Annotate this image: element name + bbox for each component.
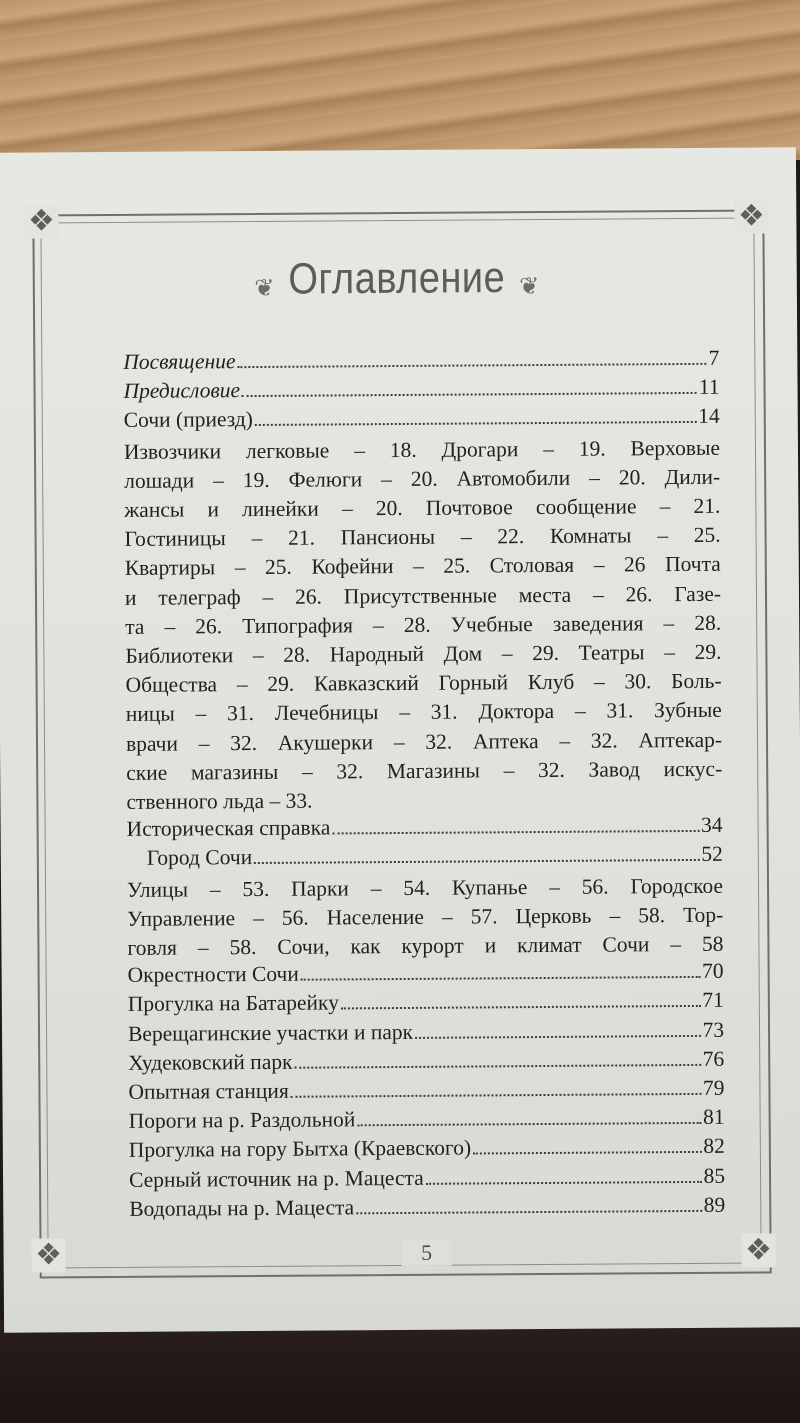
dot-leader <box>295 1063 701 1069</box>
dark-table-background <box>0 1320 800 1423</box>
toc-entry-title: Посвящение <box>123 349 236 374</box>
leaf-ornament-icon: ❦ <box>519 273 540 300</box>
toc-entry <box>123 375 719 408</box>
leaf-ornament-icon: ❦ <box>254 275 275 302</box>
flourish-corner-icon: ❖ <box>31 1238 65 1272</box>
paragraph-line: Библиотеки – 28. Народный Дом – 29. Театры – 29. <box>125 639 722 668</box>
toc-entry-title: Верещагинские участки и парк <box>127 1019 414 1046</box>
toc-entry-title: Прогулка на Батарейку <box>127 990 339 1017</box>
toc-entry-page: 7 <box>708 345 720 370</box>
toc-entry-title: Прогулка на гору Бытха (Краевского) <box>128 1135 472 1163</box>
paragraph-line: ственного льда – 33. <box>126 788 313 814</box>
toc-entry <box>123 346 719 379</box>
paragraph-line: Квартиры – 25. Кофейни – 25. Столовая – 26 Почта <box>124 552 721 581</box>
dot-leader <box>473 1150 701 1155</box>
dot-leader <box>332 829 699 835</box>
toc-entry-page: 34 <box>701 812 723 838</box>
toc-entry <box>129 1105 725 1138</box>
toc-entry <box>128 988 724 1021</box>
toc-entry <box>129 1192 725 1225</box>
dot-leader <box>426 1179 702 1184</box>
toc-entry-title: Водопады на р. Мацеста <box>129 1195 355 1221</box>
paragraph-line: ницы – 31. Лечебницы – 31. Доктора – 31. Зубные <box>125 698 722 727</box>
toc-entry-page: 79 <box>702 1075 725 1100</box>
page-title: Оглавление <box>288 254 506 304</box>
toc-entry-page: 81 <box>703 1104 725 1130</box>
toc-entry <box>128 1076 724 1109</box>
toc-entry-page: 14 <box>698 404 720 429</box>
dot-leader <box>242 391 697 397</box>
flourish-corner-icon: ❖ <box>734 199 768 233</box>
toc-entry-page: 70 <box>702 958 724 984</box>
toc-entry-title: Худековский парк <box>128 1049 293 1075</box>
toc-entry <box>128 1046 724 1079</box>
toc-entry <box>124 404 720 437</box>
book-page <box>0 147 800 1333</box>
toc-entry <box>129 1134 725 1167</box>
toc-entry-title: Серный источник на р. Мацеста <box>128 1165 424 1192</box>
paragraph-line: Извозчики легковые – 18. Дрогари – 19. Верховые <box>123 435 721 464</box>
dot-leader <box>254 858 699 864</box>
dot-leader <box>356 1209 702 1214</box>
wooden-table-background <box>0 0 800 160</box>
toc-subtopics-paragraph <box>124 433 723 817</box>
paragraph-line: Управление – 56. Население – 57. Церковь – 58. Тор- <box>127 902 724 931</box>
toc-entry-page: 73 <box>702 1017 725 1042</box>
dot-leader <box>301 975 700 981</box>
toc-entry <box>128 959 724 992</box>
toc-entry-title: Историческая справка <box>126 815 331 842</box>
toc-entry-title: Пороги на р. Раздольной <box>128 1107 356 1134</box>
page-number: 5 <box>401 1240 451 1266</box>
paragraph-line: Гостиницы – 21. Пансионы – 22. Комнаты – 25. <box>124 522 721 552</box>
dot-leader <box>415 1033 700 1038</box>
paragraph-line: и телеграф – 26. Присутственные места – 26. Газе- <box>124 581 722 610</box>
paragraph-line: говля – 58. Сочи, как курорт и климат Сочи – 58 <box>127 931 724 960</box>
paragraph-line: та – 26. Типография – 28. Учебные заведения – 28. <box>125 610 722 639</box>
toc-entry-page: 11 <box>698 374 720 400</box>
toc-entry-title: Опытная станция <box>128 1078 289 1104</box>
toc-subtopics-paragraph <box>127 871 724 963</box>
title-block <box>0 255 797 304</box>
paragraph-line: жансы и линейки – 20. Почтовое сообщение – 21. <box>124 493 721 522</box>
table-of-contents <box>123 346 725 1226</box>
toc-entry-title: Предисловие <box>123 378 241 404</box>
toc-entry <box>127 813 723 846</box>
dot-leader <box>238 362 707 368</box>
toc-entry-page: 85 <box>703 1163 726 1188</box>
toc-entry-title: Окрестности Сочи <box>127 961 299 988</box>
flourish-corner-icon: ❖ <box>741 1233 775 1267</box>
paragraph-line: лошади – 19. Фелюги – 20. Автомобили – 20. Дили- <box>124 464 721 493</box>
toc-entry <box>128 1017 724 1050</box>
dot-leader <box>341 1004 700 1010</box>
paragraph-line: Улицы – 53. Парки – 54. Купанье – 56. Городское <box>126 873 724 902</box>
paragraph-line: Общества – 29. Кавказский Горный Клуб – 30. Боль- <box>125 668 722 698</box>
toc-entry-title: Сочи (приезд) <box>123 407 254 433</box>
toc-entry-title: Город Сочи <box>146 845 253 871</box>
paragraph-line: ские магазины – 32. Магазины – 32. Завод искус- <box>126 756 723 785</box>
toc-entry-page: 76 <box>702 1046 725 1071</box>
dot-leader <box>255 420 696 426</box>
toc-entry <box>129 1163 725 1196</box>
toc-entry <box>127 842 723 875</box>
toc-entry-page: 71 <box>702 988 724 1013</box>
toc-entry-page: 52 <box>701 842 723 867</box>
flourish-corner-icon: ❖ <box>24 204 58 238</box>
toc-entry-page: 89 <box>703 1192 726 1217</box>
dot-leader <box>357 1121 701 1126</box>
dot-leader <box>291 1092 701 1098</box>
toc-entry-page: 82 <box>703 1134 725 1159</box>
paragraph-line: врачи – 32. Акушерки – 32. Аптека – 32. Аптекар- <box>125 727 723 756</box>
